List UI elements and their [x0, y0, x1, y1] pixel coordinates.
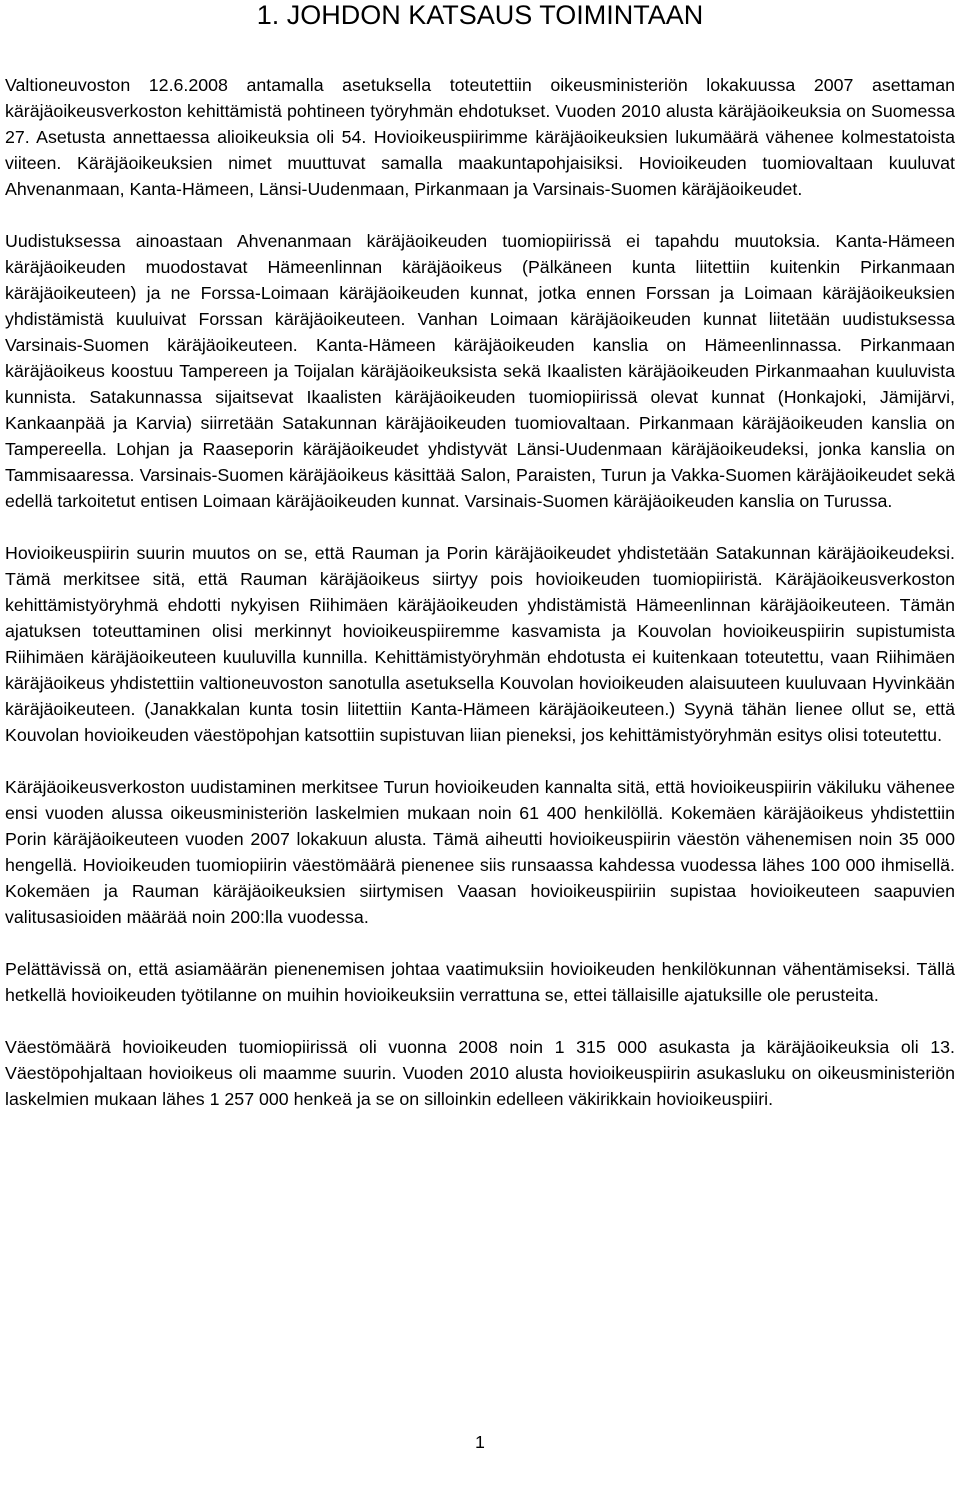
paragraph-gap	[5, 1008, 955, 1034]
paragraph-gap	[5, 930, 955, 956]
paragraph-4: Käräjäoikeusverkoston uudistaminen merkitsee Turun hovioikeuden kannalta sitä, että hovioikeuspiirin väkiluku vähenee ensi vuoden alussa oikeusministeriön laskelmien mukaan noin 61 400 henkilöllä. Kokemäen käräjäoikeus yhdistettiin Porin käräjäoikeuteen vuoden 2007 lokakuun alusta. Tämä aiheutti hovioikeuspiirin väestön vähenemisen noin 35 000 hengellä. Hovioikeuden tuomiopiirin väestömäärä pienenee siis runsaassa kahdessa vuodessa lähes 100 000 ihmisellä. Kokemäen ja Rauman käräjäoikeuksien siirtymisen Vaasan hovioikeuspiiriin supistaa hovioikeuteen saapuvien valitusasioiden määrää noin 200:lla vuodessa.	[5, 777, 955, 927]
paragraph-3: Hovioikeuspiirin suurin muutos on se, että Rauman ja Porin käräjäoikeudet yhdistetään Satakunnan käräjäoikeudeksi. Tämä merkitsee sitä, että Rauman käräjäoikeus siirtyy pois hovioikeuden tuomiopiiristä. Käräjäoikeusverkoston kehittämistyöryhmä ehdotti nykyisen Riihimäen käräjäoikeuden yhdistämistä Hämeenlinnan käräjäoikeuteen. Tämän ajatuksen toteuttaminen olisi merkinnyt hovioikeuspiiremme kasvamista ja Kouvolan hovioikeuspiirin supistumista Riihimäen käräjäoikeuteen kuuluvilla kunnilla. Kehittämistyöryhmän ehdotusta ei kuitenkaan toteutettu, vaan Riihimäen käräjäoikeus yhdistettiin valtioneuvoston sanotulla asetuksella Kouvolan hovioikeuden alaisuuteen kuuluvaan Hyvinkään käräjäoikeuteen. (Janakkalan kunta tosin liitettiin Kanta-Hämeen käräjäoikeuteen.) Syynä tähän lienee ollut se, että Kouvolan hovioikeuden väestöpohjan katsottiin supistuvan liian pieneksi, jos kehittämistyöryhmän esitys olisi toteutettu.	[5, 543, 955, 745]
paragraph-gap	[5, 514, 955, 540]
paragraph-gap	[5, 748, 955, 774]
paragraph-5: Pelättävissä on, että asiamäärän pienenemisen johtaa vaatimuksiin hovioikeuden henkilökunnan vähentämiseksi. Tällä hetkellä hovioikeuden työtilanne on muihin hovioikeuksiin verrattuna se, ettei tällaisille ajatuksille ole perusteita.	[5, 959, 955, 1005]
paragraph-1: Valtioneuvoston 12.6.2008 antamalla asetuksella toteutettiin oikeusministeriön lokakuussa 2007 asettaman käräjäoikeusverkoston kehittämistä pohtineen työryhmän ehdotukset. Vuoden 2010 alusta käräjäoikeuksia on Suomessa 27. Asetusta annettaessa alioikeuksia oli 54. Hovioikeuspiirimme käräjäoikeuksien lukumäärä vähenee kolmestatoista viiteen. Käräjäoikeuksien nimet muuttuvat samalla maakuntapohjaisiksi. Hovioikeuden tuomiovaltaan kuuluvat Ahvenanmaan, Kanta-Hämeen, Länsi-Uudenmaan, Pirkanmaan ja Varsinais-Suomen käräjäoikeudet.	[5, 75, 955, 199]
paragraph-gap	[5, 202, 955, 228]
page-number: 1	[475, 1432, 485, 1452]
paragraph-2: Uudistuksessa ainoastaan Ahvenanmaan käräjäoikeuden tuomiopiirissä ei tapahdu muutoksia. Kanta-Hämeen käräjäoikeuden muodostavat Hämeenlinnan käräjäoikeus (Pälkäneen kunta liitettiin kuitenkin Pirkanmaan käräjäoikeuteen) ja ne Forssa-Loimaan käräjäoikeuden kunnat, jotka ennen Forssan ja Loimaan käräjäoikeuksien yhdistämistä kuuluivat Forssan käräjäoikeuteen. Vanhan Loimaan käräjäoikeuden kunnat liitetään uudistuksessa Varsinais-Suomen käräjäoikeuteen. Kanta-Hämeen käräjäoikeuden kanslia on Hämeenlinnassa. Pirkanmaan käräjäoikeus koostuu Tampereen ja Toijalan käräjäoikeuksista sekä Ikaalisten käräjäoikeuden Pirkanmaahan kuuluvista kunnista. Satakunnassa sijaitsevat Ikaalisten käräjäoikeuden tuomiopiirissä olevat kunnat (Honkajoki, Jämijärvi, Kankaanpää ja Karvia) siirretään Satakunnan käräjäoikeuden tuomiovaltaan. Pirkanmaan käräjäoikeuden kanslia on Tampereella. Lohjan ja Raaseporin käräjäoikeudet yhdistyvät Länsi-Uudenmaan käräjäoikeudeksi, jonka kanslia on Tammisaaressa. Varsinais-Suomen käräjäoikeus käsittää Salon, Paraisten, Turun ja Vakka-Suomen käräjäoikeudet sekä edellä tarkoitetut entisen Loimaan käräjäoikeuden kunnat. Varsinais-Suomen käräjäoikeuden kanslia on Turussa.	[5, 231, 955, 511]
page-title: 1. JOHDON KATSAUS TOIMINTAAN	[256, 0, 704, 30]
title-spacer	[5, 34, 955, 72]
paragraph-6: Väestömäärä hovioikeuden tuomiopiirissä oli vuonna 2008 noin 1 315 000 asukasta ja käräjäoikeuksia oli 13. Väestöpohjaltaan hovioikeus oli maamme suurin. Vuoden 2010 alusta hovioikeuspiirin asukasluku on oikeusministeriön laskelmien mukaan lähes 1 257 000 henkeä ja se on silloinkin edelleen väkirikkain hovioikeuspiiri.	[5, 1037, 955, 1109]
